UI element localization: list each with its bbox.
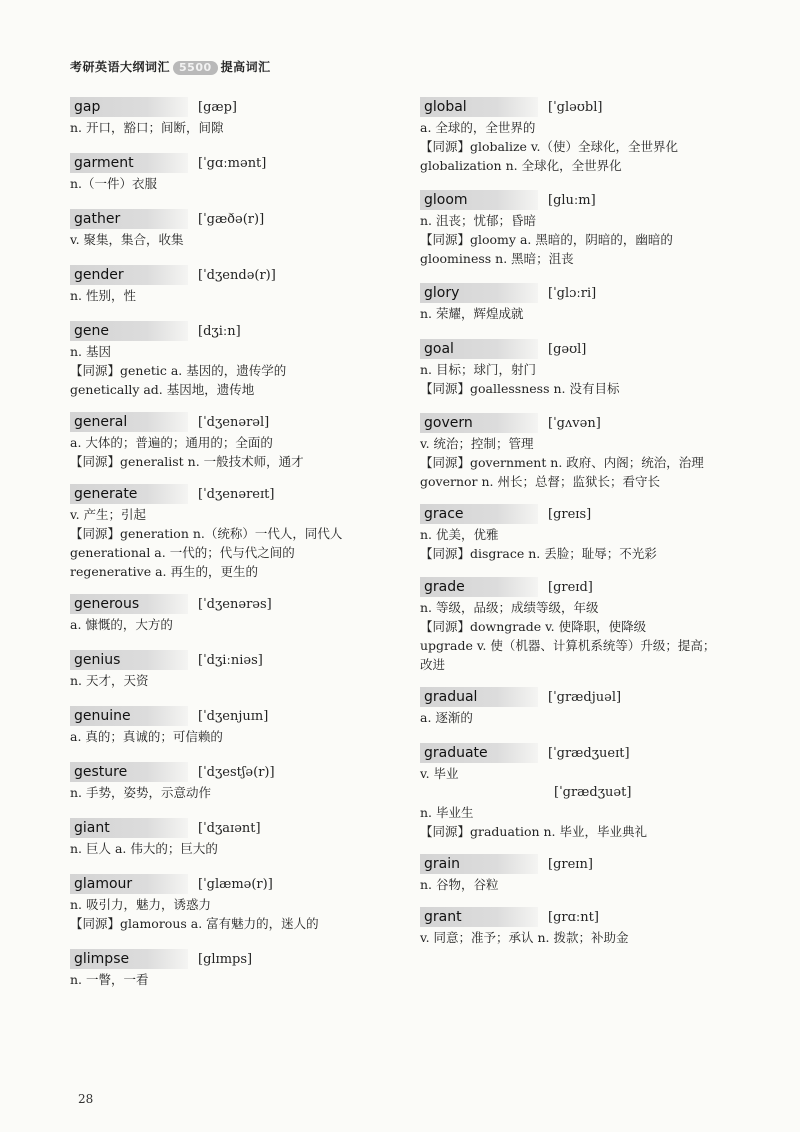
headword: generous [70,594,188,614]
entry-gap [70,96,400,137]
entry-head [420,412,756,434]
phonetic: [gəʊl] [548,341,587,357]
phonetic: [ˈdʒestʃə(r)] [198,764,275,780]
phonetic: [ˈdʒenəreɪt] [198,486,275,502]
entry-head [70,948,400,970]
entry-glory [420,282,756,323]
entry-head [70,593,400,615]
headword: general [70,412,188,432]
phonetic: [ˈgləʊbl] [548,99,603,115]
entry-govern [420,412,756,491]
headword: global [420,97,538,117]
left-column [70,96,400,989]
definition-line: n. 等级，品级；成绩等级，年级 [420,600,599,615]
phonetic: [greɪn] [548,856,593,872]
definition-line: 【同源】downgrade v. 使降职，使降级 [420,619,647,634]
definition-line: 【同源】generation n.（统称）一代人，同代人 [70,526,343,541]
definition-line: 【同源】genetic a. 基因的，遗传学的 [70,363,287,378]
entry-head [70,761,400,783]
entry-head [420,576,756,598]
entry-generous [70,593,400,634]
right-column [420,96,756,947]
entry-gene [70,320,400,399]
entry-genuine [70,705,400,746]
phonetic: [gæp] [198,99,238,115]
definition-line: 【同源】glamorous a. 富有魅力的，迷人的 [70,916,319,931]
header-badge: 5500 [173,61,218,75]
definition-line: n.（一件）衣服 [70,176,158,191]
page-header [70,58,271,75]
phonetic: [gluːm] [548,192,596,208]
entry-gender [70,264,400,305]
definition-line: 【同源】government n. 政府、内阁；统治，治理 [420,455,704,470]
phonetic: [ˈgʌvən] [548,415,601,431]
entry-head [420,96,756,118]
header-prefix: 考研英语大纲词汇 [70,60,171,74]
headword: glory [420,283,538,303]
definition-line: a. 真的；真诚的；可信赖的 [70,729,223,744]
definition-line: upgrade v. 使（机器、计算机系统等）升级；提高； [420,638,716,653]
entry-head [420,503,756,525]
headword: gloom [420,190,538,210]
definition-line: generational a. 一代的；代与代之间的 [70,545,295,560]
entry-head [420,906,756,928]
definition-line: n. 吸引力，魅力，诱惑力 [70,897,211,912]
phonetic: [grɑːnt] [548,909,599,925]
entry-head [420,282,756,304]
page-number: 28 [78,1092,94,1106]
phonetic: [ˈgæðə(r)] [198,211,265,227]
phonetic: [ˈglɔːri] [548,285,597,301]
phonetic: [greɪs] [548,506,592,522]
headword: graduate [420,743,538,763]
headword: gene [70,321,188,341]
definition-line: n. 优美，优雅 [420,527,499,542]
entry-head [70,320,400,342]
entry-giant [70,817,400,858]
phonetic: [ˈgrædjuəl] [548,689,622,705]
entry-head [70,873,400,895]
headword: grade [420,577,538,597]
phonetic: [dʒiːn] [198,323,241,339]
phonetic: [ˈdʒendə(r)] [198,267,276,283]
definition-line: 【同源】generalist n. 一般技术师，通才 [70,454,304,469]
entry-generate [70,483,400,581]
definition-line: n. 手势，姿势，示意动作 [70,785,211,800]
entry-gloom [420,189,756,268]
entry-head [70,817,400,839]
definition-line: a. 慷慨的，大方的 [70,617,173,632]
definition-line: n. 天才，天资 [70,673,149,688]
definition-line: n. 巨人 a. 伟大的；巨大的 [70,841,218,856]
phonetic: [ˈgɑːmənt] [198,155,267,171]
entry-head [70,649,400,671]
entry-head [70,96,400,118]
headword: generate [70,484,188,504]
headword: gender [70,265,188,285]
headword: garment [70,153,188,173]
phonetic: [ˈdʒenərəs] [198,596,272,612]
entry-grade [420,576,756,674]
entry-genius [70,649,400,690]
definition-line: 改进 [420,657,446,672]
phonetic: [greɪd] [548,579,593,595]
definition-line: v. 聚集，集合，收集 [70,232,184,247]
phonetic: [glɪmps] [198,951,253,967]
phonetic: [ˈdʒenərəl] [198,414,270,430]
definition-line: 【同源】goallessness n. 没有目标 [420,381,620,396]
definition-line: n. 开口，豁口；间断，间隙 [70,120,224,135]
entry-gradual [420,686,756,727]
header-suffix: 提高词汇 [220,60,271,74]
definition-line: n. 基因 [70,344,111,359]
entry-head [70,152,400,174]
definition-line: a. 逐渐的 [420,710,473,725]
entry-head [70,411,400,433]
definition-line: n. 沮丧；忧郁；昏暗 [420,213,536,228]
entry-grant [420,906,756,947]
definition-line: 【同源】disgrace n. 丢脸；耻辱；不光彩 [420,546,657,561]
headword: glimpse [70,949,188,969]
entry-glimpse [70,948,400,989]
entry-grain [420,853,756,894]
definition-line: gloominess n. 黑暗；沮丧 [420,251,574,266]
headword: glamour [70,874,188,894]
headword: gather [70,209,188,229]
definition-line: n. 荣耀，辉煌成就 [420,306,524,321]
entry-gather [70,208,400,249]
headword: govern [420,413,538,433]
definition-line: globalization n. 全球化，全世界化 [420,158,622,173]
headword: genuine [70,706,188,726]
phonetic: [ˈdʒiːniəs] [198,652,263,668]
definition-line: v. 产生；引起 [70,507,147,522]
headword: goal [420,339,538,359]
headword: gap [70,97,188,117]
definition-line: v. 毕业 [420,766,459,781]
entry-head [70,705,400,727]
entry-head [70,208,400,230]
phonetic: [ˈglæmə(r)] [198,876,273,892]
entry-garment [70,152,400,193]
headword: giant [70,818,188,838]
headword: genius [70,650,188,670]
phonetic: [ˈdʒaɪənt] [198,820,261,836]
definition-line: a. 全球的，全世界的 [420,120,536,135]
definition-line: v. 同意；准予；承认 n. 拨款；补助金 [420,930,629,945]
phonetic: [ˈgrædʒueɪt] [548,745,630,761]
entry-general [70,411,400,471]
definition-line: governor n. 州长；总督；监狱长；看守长 [420,474,660,489]
entry-goal [420,338,756,398]
definition-line: n. 毕业生 [420,805,474,820]
entry-grace [420,503,756,563]
definition-line: v. 统治；控制；管理 [420,436,534,451]
entry-head [420,686,756,708]
definition-line: 【同源】graduation n. 毕业，毕业典礼 [420,824,648,839]
entry-head [70,483,400,505]
phonetic: [ˈdʒenjuɪn] [198,708,269,724]
entry-global [420,96,756,175]
definition-line: n. 一瞥，一看 [70,972,149,987]
entry-glamour [70,873,400,933]
headword: gesture [70,762,188,782]
definition-line: a. 大体的；普遍的；通用的；全面的 [70,435,273,450]
entry-graduate [420,742,756,841]
entry-head [420,338,756,360]
definition-line: n. 性别，性 [70,288,136,303]
definition-line: n. 目标；球门，射门 [420,362,536,377]
headword: grace [420,504,538,524]
definition-line: regenerative a. 再生的，更生的 [70,564,259,579]
definition-line: 【同源】gloomy a. 黑暗的，阴暗的，幽暗的 [420,232,673,247]
phonetic-secondary: [ˈgrædʒuət] [554,785,632,800]
headword: gradual [420,687,538,707]
entry-gesture [70,761,400,802]
entry-head [420,189,756,211]
headword: grain [420,854,538,874]
entry-head [420,853,756,875]
entry-head [420,742,756,764]
definition-line: 【同源】globalize v.（使）全球化，全世界化 [420,139,678,154]
entry-head [70,264,400,286]
definition-line: genetically ad. 基因地，遗传地 [70,382,255,397]
definition-line: n. 谷物，谷粒 [420,877,499,892]
headword: grant [420,907,538,927]
